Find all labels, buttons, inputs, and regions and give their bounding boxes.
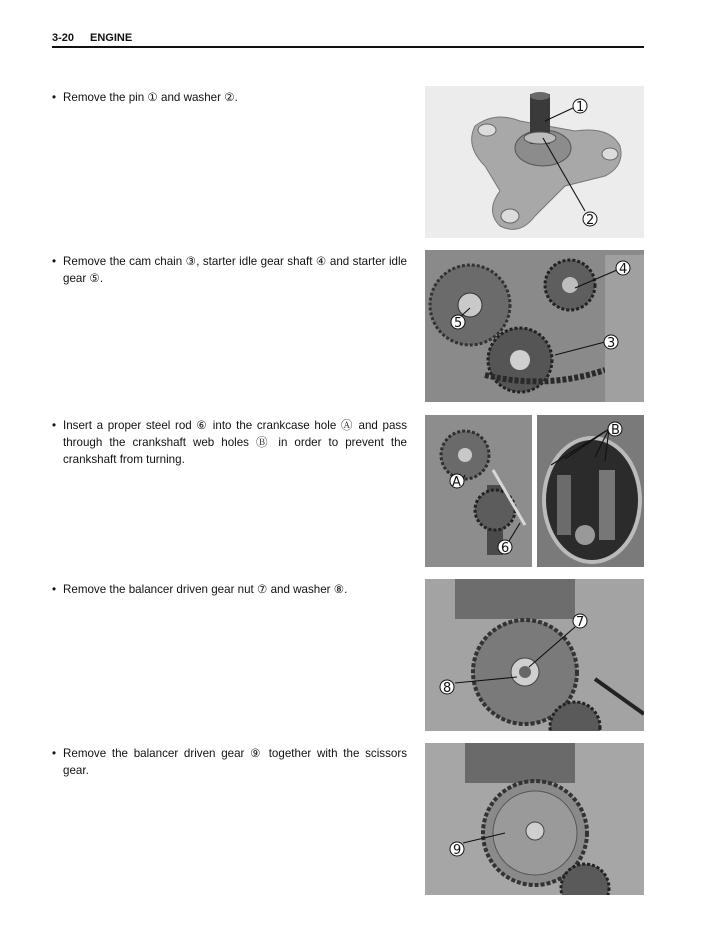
callout-1: 1 bbox=[576, 100, 585, 115]
bullet: • bbox=[52, 91, 57, 104]
bullet: • bbox=[52, 255, 57, 268]
balancer-gear-illustration bbox=[425, 743, 644, 895]
callout-4: 4 bbox=[619, 262, 628, 277]
header-rule bbox=[52, 46, 644, 48]
page-number: 3-20 bbox=[52, 32, 75, 44]
callout-A: A bbox=[452, 475, 461, 490]
bullet: • bbox=[52, 419, 57, 432]
step-insert-steel-rod bbox=[52, 417, 407, 468]
step-text: Remove the balancer driven gear nut ⑦ and washer ⑧. bbox=[63, 583, 348, 596]
callout-7: 7 bbox=[576, 615, 585, 630]
balancer-gear-nut-photo bbox=[425, 579, 644, 731]
crankcase-hole-photo bbox=[425, 415, 532, 567]
callout-2: 2 bbox=[586, 213, 595, 228]
cam-chain-illustration bbox=[425, 250, 644, 402]
crankshaft-web-photo bbox=[537, 415, 644, 567]
oil-pump-photo bbox=[425, 86, 644, 238]
step-remove-balancer-gear bbox=[52, 745, 407, 779]
bullet: • bbox=[52, 583, 57, 596]
balancer-gear-photo bbox=[425, 743, 644, 895]
callout-8: 8 bbox=[443, 681, 452, 696]
callout-5: 5 bbox=[454, 316, 463, 331]
cam-chain-photo bbox=[425, 250, 644, 402]
balancer-gear-nut-illustration bbox=[425, 579, 644, 731]
section-title: ENGINE bbox=[90, 32, 133, 44]
crankcase-illustration bbox=[425, 415, 532, 567]
callout-6: 6 bbox=[501, 541, 510, 556]
crankshaft-illustration bbox=[537, 415, 644, 567]
step-remove-cam-chain bbox=[52, 253, 407, 287]
oil-pump-illustration bbox=[425, 86, 644, 238]
step-remove-pin bbox=[52, 89, 407, 106]
callout-B: B bbox=[611, 423, 620, 438]
step-text: Insert a proper steel rod ⑥ into the crankcase hole Ⓐ and pass through the crankshaft web holes Ⓑ in order to prevent the crankshaft from turning. bbox=[63, 419, 407, 466]
step-text: Remove the balancer driven gear ⑨ together with the scissors gear. bbox=[63, 747, 407, 777]
step-remove-gear-nut bbox=[52, 581, 407, 598]
step-text: Remove the cam chain ③, starter idle gear shaft ④ and starter idle gear ⑤. bbox=[63, 255, 407, 285]
step-text: Remove the pin ① and washer ②. bbox=[63, 91, 238, 104]
callout-3: 3 bbox=[607, 336, 616, 351]
callout-9: 9 bbox=[453, 843, 462, 858]
bullet: • bbox=[52, 747, 57, 760]
